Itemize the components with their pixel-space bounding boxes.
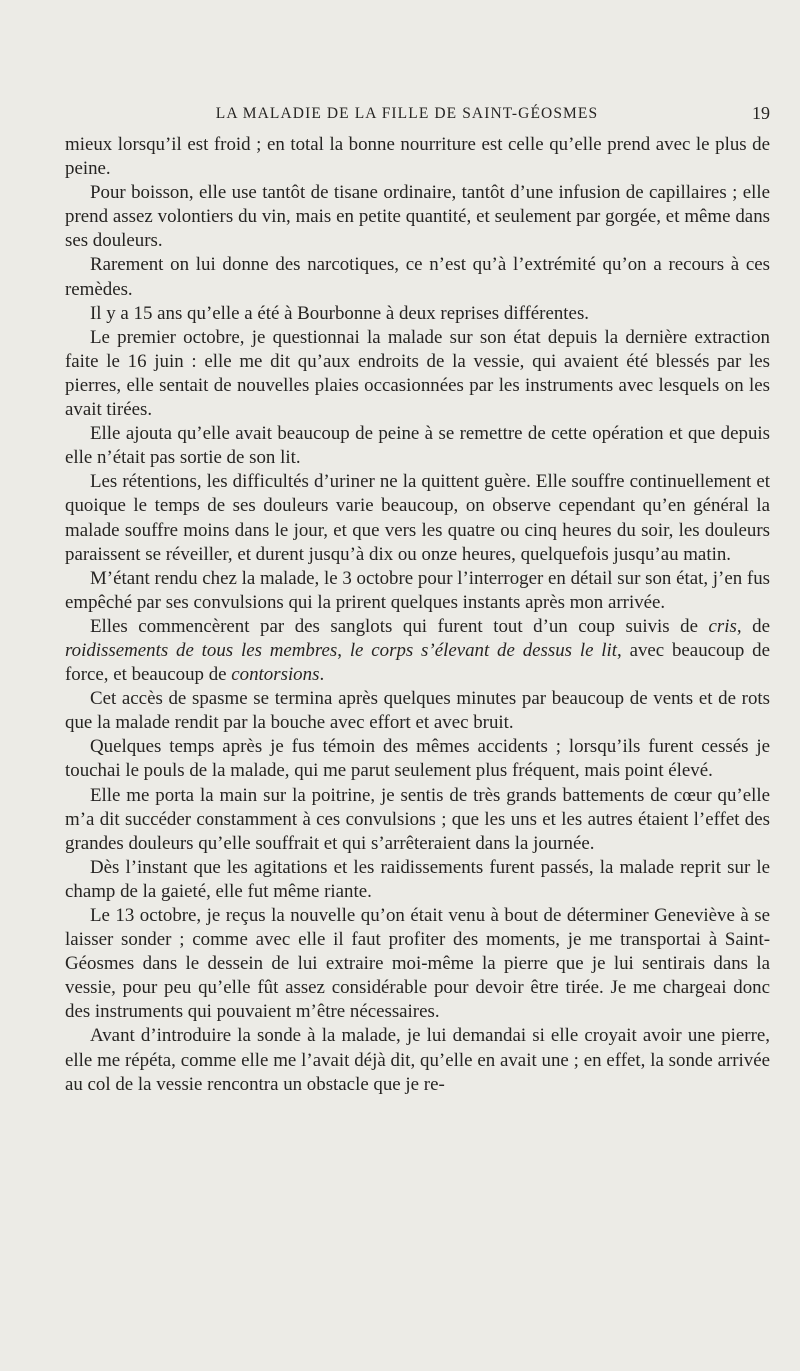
text-run: , avec beaucoup de force, et beaucoup de [65,639,771,686]
page-header [65,103,770,133]
page-number: 19 [752,103,770,123]
paragraph: Le 13 octobre, je reçus la nouvelle qu’on était venu à bout de déterminer Geneviève à se laisser sonder ; comme avec elle il faut profiter des moments, je me transportai à Saint-Géosmes dans le dessein de lui extraire moi-même la pierre que je lui sentirais dans la vessie, pour peu qu’elle fût assez considérable pour devoir être tirée. Je me chargeai donc des instruments qui pouvaient m’être nécessaires. [65,905,770,1023]
italic-text-run: cris [708,615,737,637]
text-run: , de [736,615,770,637]
text-run: . [319,664,325,686]
paragraph: Pour boisson, elle use tantôt de tisane ordinaire, tantôt d’une infusion de capillaires ; elle prend assez volontiers du vin, mais en petite quantité, et seulement par gorgée, et même dans ses douleurs. [65,182,770,252]
paragraph: Avant d’introduire la sonde à la malade, je lui demandai si elle croyait avoir une pierre, elle me répéta, comme elle me l’avait déjà dit, qu’elle en avait une ; en effet, la sonde arrivée au col de la vessie rencontra un obstacle que je re- [65,1025,770,1095]
paragraph: Quelques temps après je fus témoin des mêmes accidents ; lorsqu’ils furent cessés je touchai le pouls de la malade, qui me parut seulement plus fréquent, mais point élevé. [65,736,770,782]
text-run: Elles commencèrent par des sanglots qui furent tout d’un coup suivis de [90,615,709,637]
paragraph: Il y a 15 ans qu’elle a été à Bourbonne à deux reprises différentes. [90,302,590,324]
paragraph: Elle ajouta qu’elle avait beaucoup de peine à se remettre de cette opération et que depuis elle n’était pas sortie de son lit. [65,423,770,469]
paragraph: M’étant rendu chez la malade, le 3 octobre pour l’interroger en détail sur son état, j’en fus empêché par ses convulsions qui la prirent quelques instants après mon arrivée. [65,567,770,613]
text-run: , [337,639,350,661]
paragraph: Rarement on lui donne des narcotiques, ce n’est qu’à l’extrémité qu’on a recours à ces remèdes. [65,254,770,300]
paragraph: Elle me porta la main sur la poitrine, je sentis de très grands battements de cœur qu’elle m’a dit succéder constamment à ces convulsions ; que les uns et les autres étaient l’effet des grandes douleurs qu’elle souffrait et qui s’arrêteraient dans la journée. [65,784,770,854]
paragraph: Les rétentions, les difficultés d’uriner ne la quittent guère. Elle souffre continuellement et quoique le temps de ses douleurs varie beaucoup, on observe cependant qu’en général la malade souffre moins dans le jour, et que vers les quatre ou cinq heures du soir, les douleurs paraissent se réveiller, et durent jusqu’à dix ou onze heures, quelquefois jusqu’au matin. [65,471,770,565]
body-text [65,133,770,1097]
italic-text-run: contorsions [231,664,320,686]
paragraph: Le premier octobre, je questionnai la malade sur son état depuis la dernière extraction faite le 16 juin : elle me dit qu’aux endroits de la vessie, qui avaient été blessés par les pierres, elle sentait de nouvelles plaies occasionnées par les instruments avec lesquels on les avait tirées. [65,326,770,421]
italic-text-run: roidissements de tous les membres [65,639,338,661]
running-title: LA MALADIE DE LA FILLE DE SAINT-GÉOSMES [215,105,599,122]
paragraph-with-emphasis [65,615,770,687]
italic-text-run: le corps s’élevant de dessus le lit [349,639,618,661]
paragraph: mieux lorsqu’il est froid ; en total la bonne nourriture est celle qu’elle prend avec le plus de peine. [65,134,770,180]
paragraph: Dès l’instant que les agitations et les raidissements furent passés, la malade reprit sur le champ de la gaieté, elle fut même riante. [65,856,770,902]
paragraph: Cet accès de spasme se termina après quelques minutes par beaucoup de vents et de rots que la malade rendit par la bouche avec effort et avec bruit. [65,688,770,734]
